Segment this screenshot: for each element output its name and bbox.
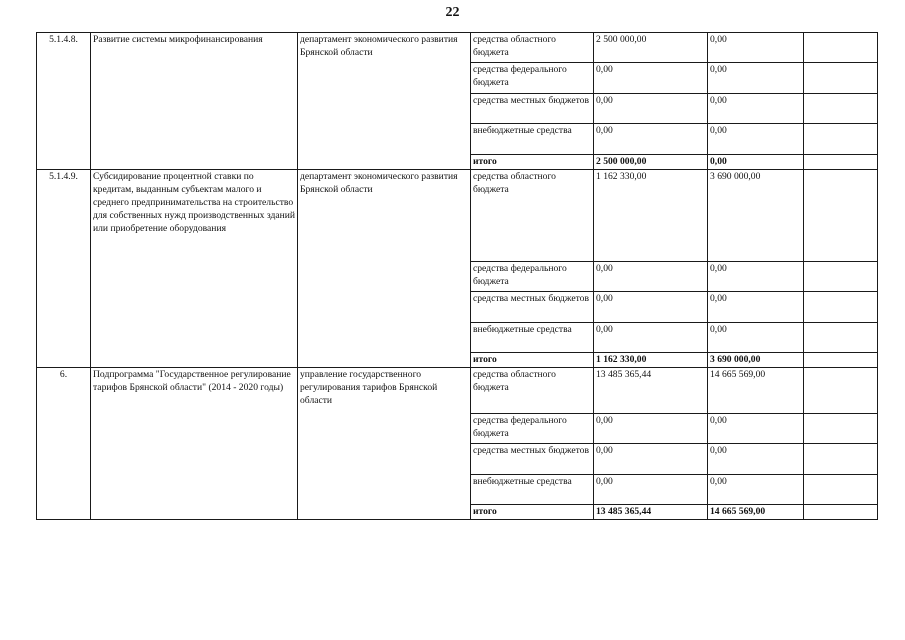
amount-col1: 0,00 [594, 323, 708, 353]
amount-col1: 1 162 330,00 [594, 170, 708, 262]
item-name: Субсидирование процентной ставки по кредитам, выданным субъектам малого и среднего предпринимательства на строительство для собственных нужд производственных зданий или приобретение оборудования [91, 170, 298, 368]
amount-col2: 0,00 [708, 262, 804, 292]
total-label: итого [471, 505, 594, 520]
table-row [37, 33, 878, 63]
empty-cell [804, 368, 878, 414]
amount-col1: 0,00 [594, 94, 708, 124]
empty-cell [804, 155, 878, 170]
amount-col2: 0,00 [708, 124, 804, 155]
empty-cell [804, 414, 878, 444]
funding-source: средства областного бюджета [471, 33, 594, 63]
total-col1: 1 162 330,00 [594, 353, 708, 368]
amount-col2: 0,00 [708, 475, 804, 505]
empty-cell [804, 33, 878, 63]
total-col2: 3 690 000,00 [708, 353, 804, 368]
empty-cell [804, 124, 878, 155]
empty-cell [804, 323, 878, 353]
empty-cell [804, 170, 878, 262]
total-col1: 2 500 000,00 [594, 155, 708, 170]
item-number: 6. [37, 368, 91, 520]
amount-col1: 0,00 [594, 414, 708, 444]
amount-col2: 0,00 [708, 323, 804, 353]
amount-col2: 14 665 569,00 [708, 368, 804, 414]
funding-source: средства федерального бюджета [471, 63, 594, 94]
funding-source: средства местных бюджетов [471, 444, 594, 475]
amount-col1: 0,00 [594, 124, 708, 155]
empty-cell [804, 505, 878, 520]
amount-col1: 0,00 [594, 475, 708, 505]
empty-cell [804, 475, 878, 505]
total-label: итого [471, 353, 594, 368]
amount-col2: 0,00 [708, 444, 804, 475]
table-row [37, 368, 878, 414]
item-name: Развитие системы микрофинансирования [91, 33, 298, 170]
table-row [37, 170, 878, 262]
empty-cell [804, 292, 878, 323]
amount-col1: 0,00 [594, 292, 708, 323]
total-col2: 14 665 569,00 [708, 505, 804, 520]
funding-source: средства местных бюджетов [471, 292, 594, 323]
item-name: Подпрограмма "Государственное регулирование тарифов Брянской области" (2014 - 2020 годы) [91, 368, 298, 520]
amount-col2: 0,00 [708, 94, 804, 124]
amount-col2: 0,00 [708, 63, 804, 94]
total-label: итого [471, 155, 594, 170]
funding-source: внебюджетные средства [471, 323, 594, 353]
empty-cell [804, 94, 878, 124]
funding-source: средства федерального бюджета [471, 414, 594, 444]
page-number: 22 [445, 5, 460, 20]
funding-source: средства местных бюджетов [471, 94, 594, 124]
item-number: 5.1.4.9. [37, 170, 91, 368]
item-number: 5.1.4.8. [37, 33, 91, 170]
total-col1: 13 485 365,44 [594, 505, 708, 520]
funding-source: средства областного бюджета [471, 170, 594, 262]
amount-col2: 0,00 [708, 414, 804, 444]
amount-col1: 2 500 000,00 [594, 33, 708, 63]
amount-col1: 0,00 [594, 63, 708, 94]
empty-cell [804, 444, 878, 475]
amount-col1: 0,00 [594, 444, 708, 475]
empty-cell [804, 262, 878, 292]
amount-col1: 0,00 [594, 262, 708, 292]
funding-source: средства федерального бюджета [471, 262, 594, 292]
total-col2: 0,00 [708, 155, 804, 170]
amount-col2: 0,00 [708, 33, 804, 63]
amount-col1: 13 485 365,44 [594, 368, 708, 414]
empty-cell [804, 63, 878, 94]
item-executor: управление государственного регулирования тарифов Брянской области [298, 368, 471, 520]
amount-col2: 0,00 [708, 292, 804, 323]
amount-col2: 3 690 000,00 [708, 170, 804, 262]
program-funding-table [36, 32, 878, 520]
funding-source: средства областного бюджета [471, 368, 594, 414]
item-executor: департамент экономического развития Брянской области [298, 170, 471, 368]
funding-source: внебюджетные средства [471, 124, 594, 155]
item-executor: департамент экономического развития Брянской области [298, 33, 471, 170]
funding-source: внебюджетные средства [471, 475, 594, 505]
empty-cell [804, 353, 878, 368]
